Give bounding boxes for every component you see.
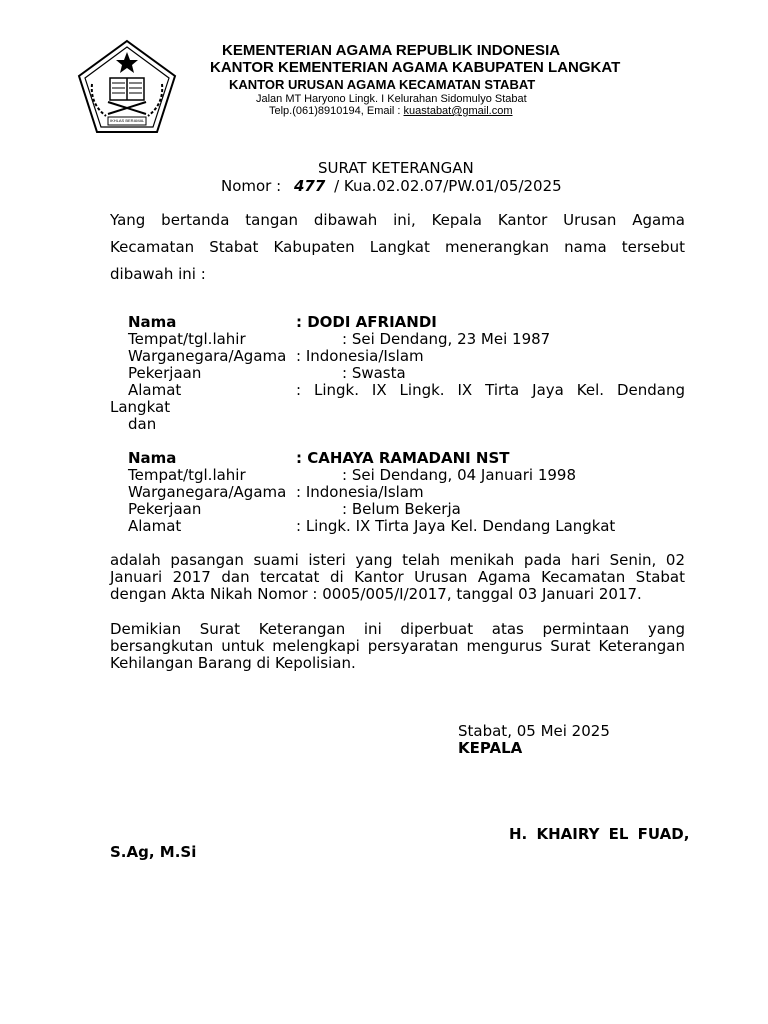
person2-religion-value: : Indonesia/Islam bbox=[296, 483, 424, 501]
person1-name-label: Nama bbox=[128, 313, 177, 331]
document-number bbox=[221, 178, 562, 195]
signature-position: KEPALA bbox=[458, 739, 523, 757]
person1-job-label: Pekerjaan bbox=[128, 364, 202, 382]
closing-line-3: Kehilangan Barang di Kepolisian. bbox=[110, 654, 356, 672]
intro-line-1: Yang bertanda tangan dibawah ini, Kepala Kantor Urusan Agama bbox=[110, 211, 685, 229]
person2-birth-value: : Sei Dendang, 04 Januari 1998 bbox=[342, 466, 577, 484]
signatory-name: H. KHAIRY EL FUAD, bbox=[509, 825, 690, 843]
person1-religion-label: Warganegara/Agama bbox=[128, 347, 287, 365]
document-title: SURAT KETERANGAN bbox=[318, 159, 474, 177]
person2-birth-label: Tempat/tgl.lahir bbox=[128, 466, 246, 484]
header-address: Jalan MT Haryono Lingk. I Kelurahan Sidomulyo Stabat bbox=[256, 93, 527, 105]
ministry-logo bbox=[76, 38, 178, 136]
header-office-kecamatan: KANTOR URUSAN AGAMA KECAMATAN STABAT bbox=[229, 77, 536, 92]
intro-line-3: dibawah ini : bbox=[110, 265, 206, 283]
person1-birth-value: : Sei Dendang, 23 Mei 1987 bbox=[342, 330, 551, 348]
statement-line-2: Januari 2017 dan tercatat di Kantor Urusan Agama Kecamatan Stabat bbox=[110, 568, 685, 586]
person1-religion-value: : Indonesia/Islam bbox=[296, 347, 424, 365]
person2-address-value: : Lingk. IX Tirta Jaya Kel. Dendang Langkat bbox=[296, 517, 616, 535]
person2-religion-label: Warganegara/Agama bbox=[128, 483, 287, 501]
person2-address-label: Alamat bbox=[128, 517, 182, 535]
nomor-label: Nomor : bbox=[221, 177, 282, 195]
statement-line-3: dengan Akta Nikah Nomor : 0005/005/I/2017, tanggal 03 Januari 2017. bbox=[110, 585, 642, 603]
closing-line-2: bersangkutan untuk melengkapi persyaratan mengurus Surat Keterangan bbox=[110, 637, 685, 655]
person1-address-value: : Lingk. IX Lingk. IX Tirta Jaya Kel. Dendang bbox=[296, 381, 685, 399]
person2-job-value: : Belum Bekerja bbox=[342, 500, 461, 518]
header-phone: Telp.(061)8910194, Email : bbox=[269, 105, 404, 117]
person2-name-label: Nama bbox=[128, 449, 177, 467]
person1-address-label: Alamat bbox=[128, 381, 182, 399]
person1-address-continued: Langkat bbox=[110, 398, 171, 416]
connector-text: dan bbox=[128, 415, 157, 433]
person2-name-value: : CAHAYA RAMADANI NST bbox=[296, 449, 510, 467]
header-email-link[interactable]: kuastabat@gmail.com bbox=[403, 105, 513, 117]
header-ministry: KEMENTERIAN AGAMA REPUBLIK INDONESIA bbox=[222, 42, 561, 59]
nomor-suffix: / Kua.02.02.07/PW.01/05/2025 bbox=[334, 177, 562, 195]
logo-text: IKHLAS BERAMAL bbox=[110, 118, 144, 123]
header-contact bbox=[269, 105, 513, 117]
nomor-value: 477 bbox=[293, 177, 326, 195]
person1-name-value: : DODI AFRIANDI bbox=[296, 313, 437, 331]
header-office-kabupaten: KANTOR KEMENTERIAN AGAMA KABUPATEN LANGKAT bbox=[210, 59, 621, 76]
signature-place-date: Stabat, 05 Mei 2025 bbox=[458, 722, 610, 740]
statement-line-1: adalah pasangan suami isteri yang telah menikah pada hari Senin, 02 bbox=[110, 551, 685, 569]
closing-line-1: Demikian Surat Keterangan ini diperbuat atas permintaan yang bbox=[110, 620, 685, 638]
intro-line-2: Kecamatan Stabat Kabupaten Langkat menerangkan nama tersebut bbox=[110, 238, 685, 256]
person1-job-value: : Swasta bbox=[342, 364, 406, 382]
signatory-degree: S.Ag, M.Si bbox=[110, 843, 197, 861]
person1-birth-label: Tempat/tgl.lahir bbox=[128, 330, 246, 348]
person2-job-label: Pekerjaan bbox=[128, 500, 202, 518]
